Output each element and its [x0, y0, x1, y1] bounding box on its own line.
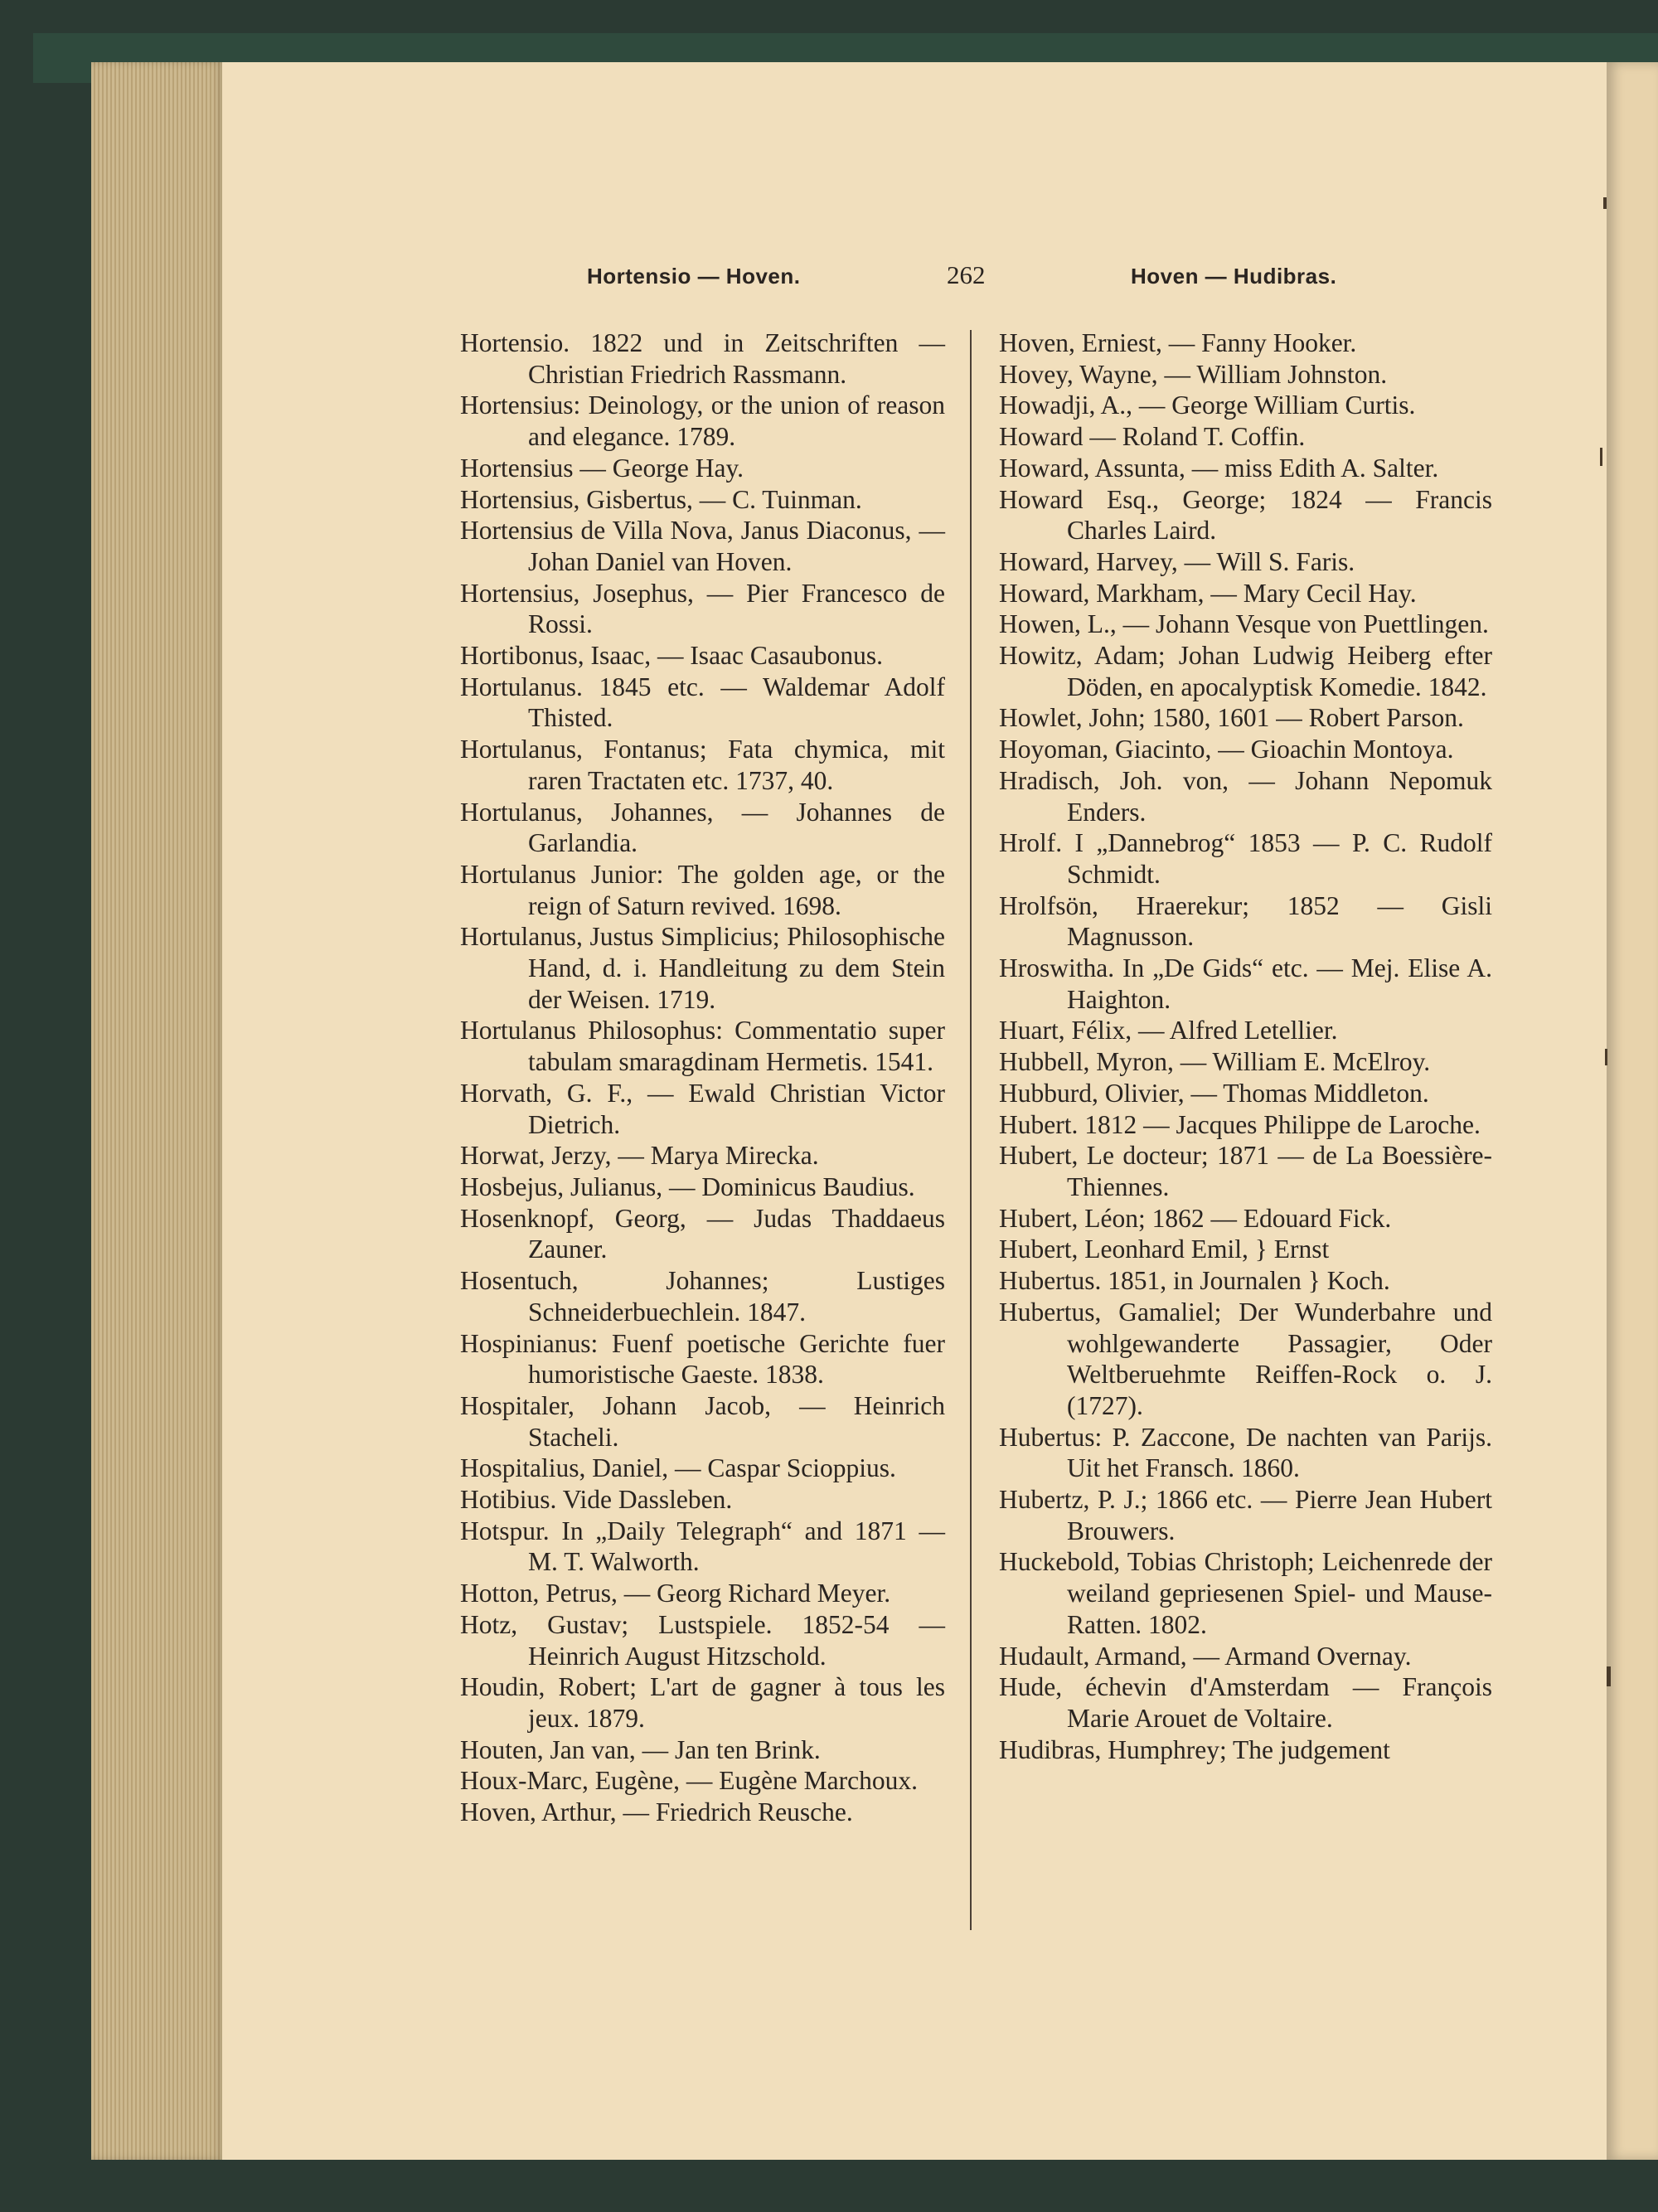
index-entry: Hotz, Gustav; Lustspiele. 1852-54 — Heinrich August Hitzschold. — [460, 1609, 945, 1671]
index-entry: Hospinianus: Fuenf poetische Gerichte fuer humoristische Gaeste. 1838. — [460, 1328, 945, 1390]
index-entry: Howitz, Adam; Johan Ludwig Heiberg efter Döden, en apocalyptisk Komedie. 1842. — [999, 641, 1492, 701]
index-entry: Howadji, A., — George William Curtis. — [999, 390, 1416, 420]
right-column — [999, 327, 1492, 1765]
index-entry: Hubburd, Olivier, — Thomas Middleton. — [999, 1078, 1429, 1108]
index-entry: Hortensius, Josephus, — Pier Francesco de Rossi. — [460, 578, 945, 639]
index-entry: Hude, échevin d'Amsterdam — François Marie Arouet de Voltaire. — [999, 1672, 1492, 1733]
index-entry: Hortulanus, Justus Simplicius; Philosophische Hand, d. i. Handleitung zu dem Stein der Weisen. 1719. — [460, 922, 945, 1014]
index-entry: Horwat, Jerzy, — Marya Mirecka. — [460, 1141, 819, 1171]
index-entry: Howard, Assunta, — miss Edith A. Salter. — [999, 453, 1439, 483]
index-entry: Hrolf. I „Dannebrog“ 1853 — P. C. Rudolf Schmidt. — [999, 828, 1492, 889]
index-entry: Hortulanus, Johannes, — Johannes de Garlandia. — [460, 797, 945, 858]
page-number: 262 — [947, 260, 986, 289]
index-entry: Hortibonus, Isaac, — Isaac Casaubonus. — [460, 641, 883, 671]
left-column — [460, 327, 945, 1828]
index-entry: Hortulanus Philosophus: Commentatio super tabulam smaragdinam Hermetis. 1541. — [460, 1016, 945, 1077]
index-entry: Hortulanus, Fontanus; Fata chymica, mit raren Tractaten etc. 1737, 40. — [460, 735, 945, 795]
index-entry: Hrolfsön, Hraerekur; 1852 — Gisli Magnusson. — [999, 890, 1492, 952]
index-entry: Hortensius de Villa Nova, Janus Diaconus, — Johan Daniel van Hoven. — [460, 516, 945, 576]
index-entry: Hubert. 1812 — Jacques Philippe de Laroche. — [999, 1109, 1481, 1139]
margin-mark — [1600, 448, 1602, 466]
margin-mark — [1607, 1666, 1611, 1686]
index-entry: Hubert, Léon; 1862 — Edouard Fick. — [999, 1203, 1392, 1233]
index-entry: Hosenknopf, Georg, — Judas Thaddaeus Zauner. — [460, 1203, 945, 1264]
index-entry: Hroswitha. In „De Gids“ etc. — Mej. Elise A. Haighton. — [999, 953, 1492, 1014]
index-entry: Hubbell, Myron, — William E. McElroy. — [999, 1047, 1431, 1077]
running-head-left: Hortensio — Hoven. — [587, 264, 801, 289]
index-entry: Hubert, Le docteur; 1871 — de La Boessière-Thiennes. — [999, 1141, 1492, 1201]
index-entry: Hubert, Leonhard Emil, } Ernst — [999, 1235, 1330, 1264]
index-entry: Hubertz, P. J.; 1866 etc. — Pierre Jean Hubert Brouwers. — [999, 1485, 1492, 1545]
index-entry: Houx-Marc, Eugène, — Eugène Marchoux. — [460, 1766, 918, 1796]
running-head-right: Hoven — Hudibras. — [1131, 264, 1337, 289]
index-entry: Hosbejus, Julianus, — Dominicus Baudius. — [460, 1171, 915, 1201]
index-entry: Hosentuch, Johannes; Lustiges Schneiderbuechlein. 1847. — [460, 1266, 945, 1327]
index-entry: Houdin, Robert; L'art de gagner à tous les jeux. 1879. — [460, 1672, 945, 1733]
index-entry: Hovey, Wayne, — William Johnston. — [999, 359, 1388, 389]
index-entry: Huckebold, Tobias Christoph; Leichenrede der weiland gepriesenen Spiel- und Mause-Ratten. 1802. — [999, 1547, 1492, 1639]
index-entry: Hoyoman, Giacinto, — Gioachin Montoya. — [999, 735, 1454, 764]
index-entry: Hoven, Erniest, — Fanny Hooker. — [999, 328, 1357, 357]
margin-mark — [1603, 197, 1607, 209]
index-entry: Hotibius. Vide Dassleben. — [460, 1485, 733, 1515]
column-divider — [970, 330, 972, 1930]
margin-mark — [1605, 1049, 1607, 1065]
next-page-edge — [1607, 62, 1658, 2160]
index-entry: Hortensius: Deinology, or the union of reason and elegance. 1789. — [460, 390, 945, 452]
index-entry: Howard, Markham, — Mary Cecil Hay. — [999, 578, 1417, 608]
page-edges — [91, 62, 224, 2160]
index-entry: Hradisch, Joh. von, — Johann Nepomuk Enders. — [999, 765, 1492, 827]
index-entry: Hortensius — George Hay. — [460, 453, 744, 483]
index-entry: Hortulanus Junior: The golden age, or the reign of Saturn revived. 1698. — [460, 859, 945, 920]
index-entry: Horvath, G. F., — Ewald Christian Victor Dietrich. — [460, 1078, 945, 1139]
index-entry: Houten, Jan van, — Jan ten Brink. — [460, 1734, 821, 1764]
index-entry: Howen, L., — Johann Vesque von Puettlingen. — [999, 609, 1489, 639]
index-entry: Howard, Harvey, — Will S. Faris. — [999, 546, 1355, 576]
index-entry: Howard — Roland T. Coffin. — [999, 422, 1306, 452]
index-entry: Hortulanus. 1845 etc. — Waldemar Adolf Thisted. — [460, 672, 945, 733]
index-entry: Hospitalius, Daniel, — Caspar Scioppius. — [460, 1453, 896, 1483]
index-entry: Hortensius, Gisbertus, — C. Tuinman. — [460, 484, 862, 514]
index-entry: Hoven, Arthur, — Friedrich Reusche. — [460, 1797, 853, 1827]
index-entry: Hudault, Armand, — Armand Overnay. — [999, 1641, 1412, 1671]
index-entry: Hubertus. 1851, in Journalen } Koch. — [999, 1266, 1390, 1296]
index-entry: Hotton, Petrus, — Georg Richard Meyer. — [460, 1579, 891, 1608]
index-entry: Hubertus: P. Zaccone, De nachten van Parijs. Uit het Fransch. 1860. — [999, 1422, 1492, 1483]
index-entry: Hotspur. In „Daily Telegraph“ and 1871 — M. T. Walworth. — [460, 1516, 945, 1577]
index-entry: Huart, Félix, — Alfred Letellier. — [999, 1016, 1338, 1045]
index-entry: Hospitaler, Johann Jacob, — Heinrich Stacheli. — [460, 1390, 945, 1452]
index-entry: Howard Esq., George; 1824 — Francis Charles Laird. — [999, 484, 1492, 546]
index-entry: Hortensio. 1822 und in Zeitschriften — Christian Friedrich Rassmann. — [460, 328, 945, 389]
index-entry: Hudibras, Humphrey; The judgement — [999, 1734, 1390, 1764]
index-entry: Howlet, John; 1580, 1601 — Robert Parson. — [999, 703, 1464, 733]
index-entry: Hubertus, Gamaliel; Der Wunderbahre und wohlgewanderte Passagier, Oder Weltberuehmte Reiffen-Rock o. J. (1727). — [999, 1297, 1492, 1420]
